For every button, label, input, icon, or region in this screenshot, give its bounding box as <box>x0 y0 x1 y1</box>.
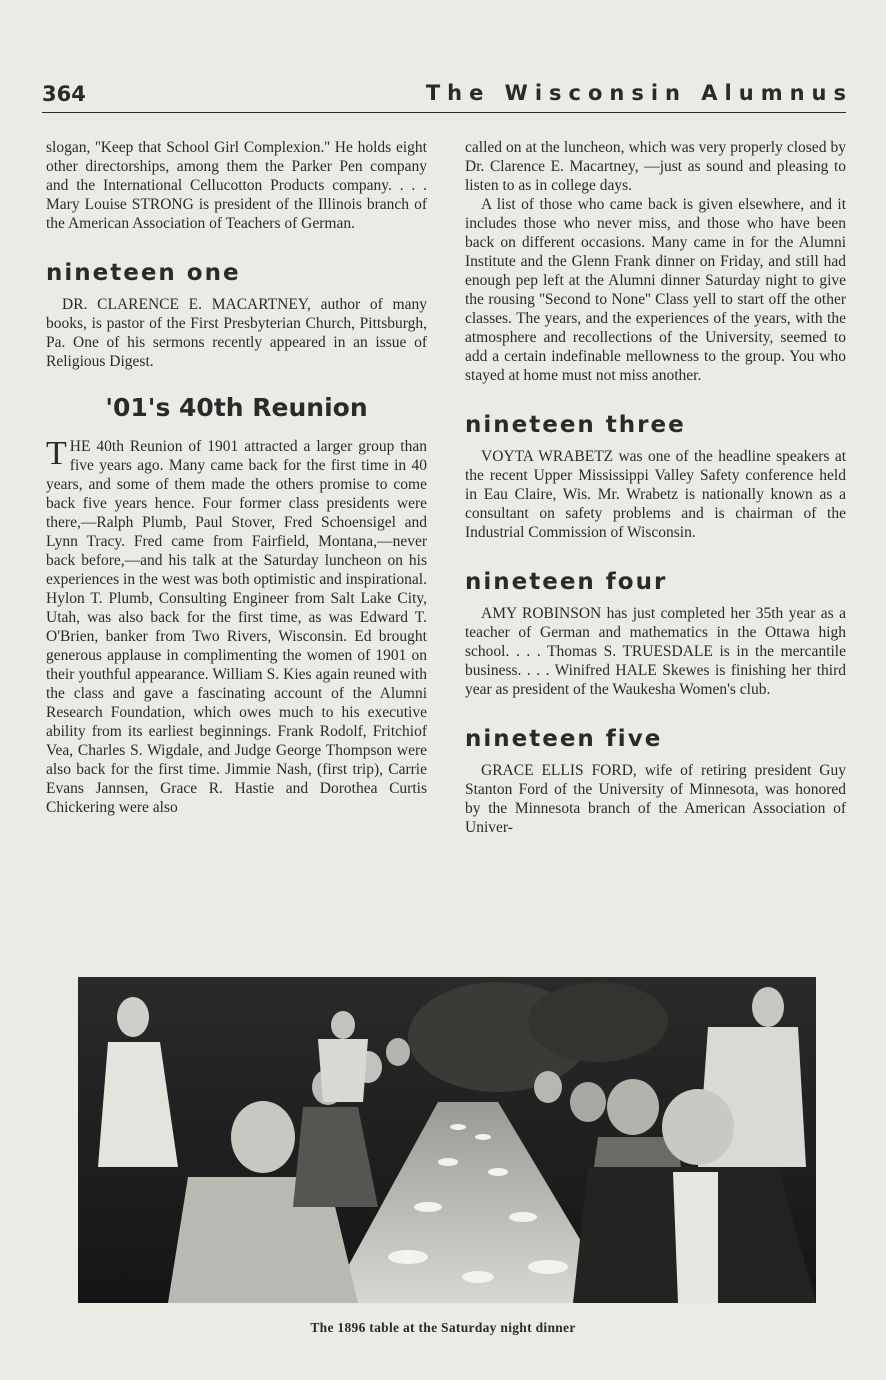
paragraph-1905: GRACE ELLIS FORD, wife of retiring president Guy Stanton Ford of the University of Minnesota, was honored by the Minnesota branch of the American Association of Univer- <box>465 762 846 836</box>
section-heading-1903: nineteen three <box>465 412 686 438</box>
continuation-paragraph: called on at the luncheon, which was very properly closed by Dr. Clarence E. Macartney, —just as sound and pleasing to listen to as in college days. <box>465 139 846 194</box>
paragraph-1904: AMY ROBINSON has just completed her 35th year as a teacher of German and mathematics in the Ottawa high school. . . . Thomas S. TRUESDALE is in the mercantile business. . . . Winifred HALE Skewes is finishing her third year as president of the Waukesha Women's club. <box>465 605 846 698</box>
paragraph-1901: DR. CLARENCE E. MACARTNEY, author of many books, is pastor of the First Presbyterian Church, Pittsburgh, Pa. One of his sermons recently appeared in an issue of Religious Digest. <box>46 296 427 370</box>
drop-cap: T <box>46 435 67 472</box>
dinner-photo-illustration <box>78 977 816 1303</box>
left-column <box>46 138 427 817</box>
right-column <box>465 138 846 837</box>
page-number: 364 <box>42 82 86 106</box>
section-heading-1901: nineteen one <box>46 260 241 286</box>
dinner-photo <box>78 977 816 1303</box>
photo-caption: The 1896 table at the Saturday night dinner <box>310 1320 576 1335</box>
page-header <box>42 78 853 113</box>
section-heading-1904: nineteen four <box>465 569 668 595</box>
list-paragraph: A list of those who came back is given elsewhere, and it includes those who never miss, and those who have been back on different occasions. Many came in for the Alumni Institute and the Glenn Frank dinner on Friday, and still had enough pep left at the Alumni dinner Saturday night to give the rousing ''Second to None'' Class yell to start off the other classes. The years, and the experiences of the years, with the atmosphere and recollections of the University, seemed to add a certain indefinable mellowness to the group. You who stayed at home must not miss another. <box>465 196 846 384</box>
reunion-paragraph <box>46 437 427 817</box>
journal-title: The Wisconsin Alumnus <box>425 81 853 105</box>
reunion-title: '01's 40th Reunion <box>105 393 368 422</box>
intro-paragraph: slogan, ''Keep that School Girl Complexion.'' He holds eight other directorships, among them the Parker Pen company and the International Cellucotton Products company. . . . Mary Louise STRONG is president of the Illinois branch of the American Association of Teachers of German. <box>46 139 427 232</box>
reunion-text: HE 40th Reunion of 1901 attracted a larger group than five years ago. Many came back for the first time in 40 years, and some of them made the others promise to come back five years hence. Four former class presidents were there,—Ralph Plumb, Paul Stover, Fred Schoensigel and Lynn Tracy. Fred came from Fairfield, Montana,—never back before,—and his talk at the Saturday luncheon on his experiences in the west was both optimistic and inspirational. Hylon T. Plumb, Consulting Engineer from Salt Lake City, Utah, was also back for the first time, as was Edward T. O'Brien, banker from Two Rivers, Wisconsin. Ed brought generous applause in complimenting the women of 1901 on their youthful appearance. William S. Kies again reuned with the class and gave a fascinating account of the Alumni Research Foundation, which owes much to his executive ability from its earliest beginnings. Frank Rodolf, Fritchiof Vea, Charles S. Wigdale, and Judge George Thompson were also back for the first time. Jimmie Nash, (first trip), Carrie Evans Jannsen, Grace R. Hastie and Dorothea Curtis Chickering were also <box>46 438 427 816</box>
section-heading-1905: nineteen five <box>465 726 663 752</box>
paragraph-1903: VOYTA WRABETZ was one of the headline speakers at the recent Upper Mississippi Valley Safety conference held in Eau Claire, Wis. Mr. Wrabetz is nationally known as a consultant on safety problems and is chairman of the Industrial Commission of Wisconsin. <box>465 448 846 541</box>
